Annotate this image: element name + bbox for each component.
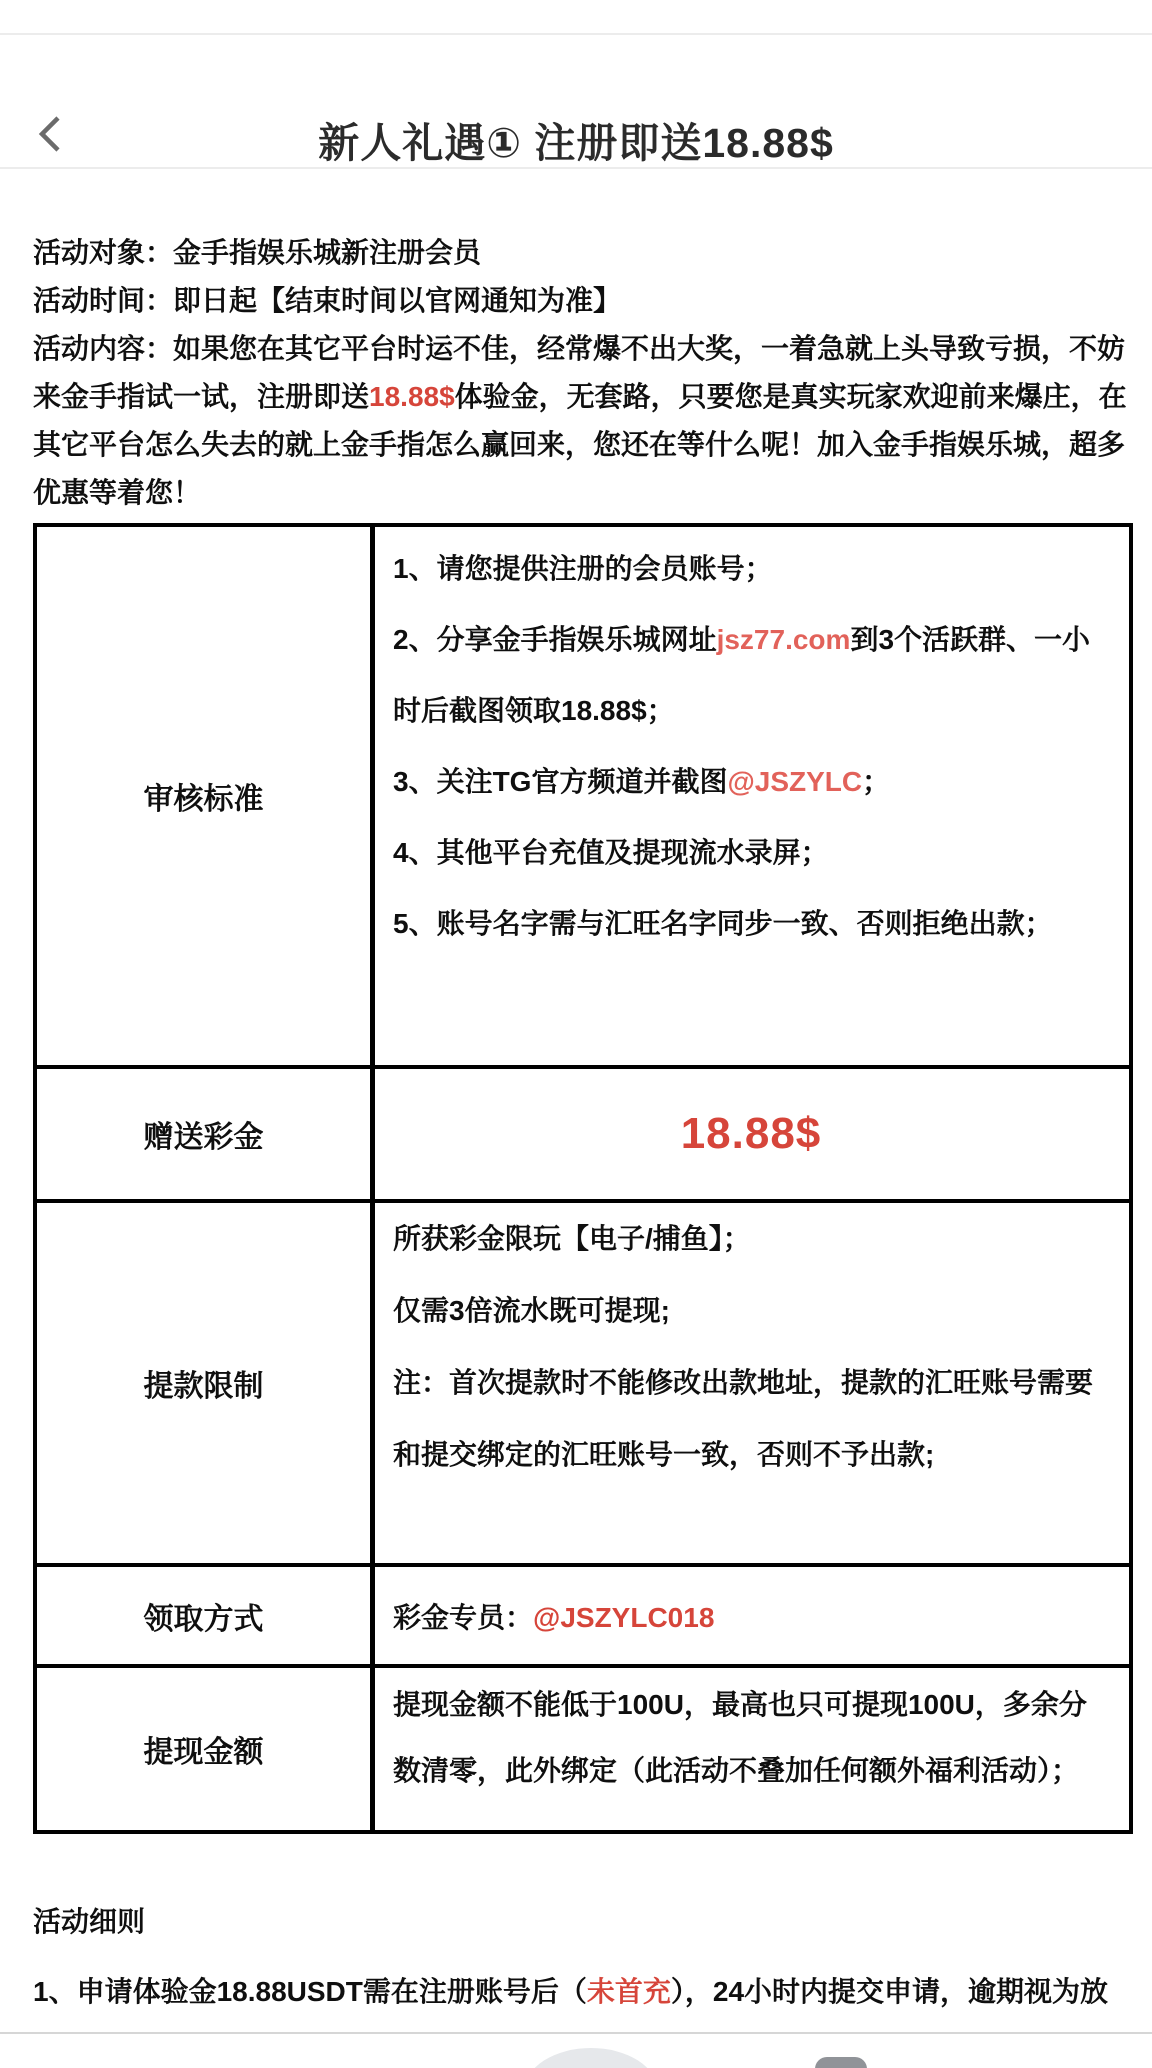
limit-line-3-text: 注：首次提款时不能修改出款地址，提款的汇旺账号需要和提交绑定的汇旺账号一致，否则不予出款;: [393, 1367, 1094, 1470]
audit-item-2: [393, 604, 1109, 746]
audit-item-2-post: 到3个活跃群、一小时后截图领取18.88$；: [393, 624, 1091, 726]
intro-time-text: 活动时间：即日起【结束时间以官网通知为准】: [33, 285, 622, 316]
claim-line: [393, 1596, 714, 1636]
audit-item-4-text: 4、其他平台充值及提现流水录屏；: [393, 837, 829, 868]
floating-widget-partial-right[interactable]: [815, 2057, 867, 2068]
limit-line-2-text: 仅需3倍流水既可提现;: [393, 1295, 670, 1326]
tg-channel-link[interactable]: @JSZYLC: [727, 766, 863, 797]
intro-target-text: 活动对象：金手指娱乐城新注册会员: [33, 237, 482, 268]
bottom-divider: [0, 2032, 1152, 2034]
limit-line-3: [393, 1347, 1109, 1491]
audit-item-1-text: 1、请您提供注册的会员账号；: [393, 553, 773, 584]
header-divider: [0, 167, 1152, 169]
rule-item-1-post: ），24小时内提交申请，逾期视为放: [670, 1976, 1109, 2007]
row-content-withdraw-limit: [375, 1203, 1129, 1563]
rules-section: [33, 1898, 1133, 2016]
audit-item-3-post: ；: [862, 766, 891, 797]
rule-item-1: [33, 1968, 1133, 2016]
claim-contact-link[interactable]: @JSZYLC018: [533, 1601, 715, 1633]
row-content-withdraw-amount: [375, 1668, 1129, 1830]
audit-item-3-pre: 3、关注TG官方频道并截图: [393, 766, 728, 797]
audit-item-5: [393, 888, 1109, 959]
table-row-claim: [37, 1563, 1129, 1664]
row-content-claim: [375, 1567, 1129, 1664]
row-label-audit: 审核标准: [37, 527, 375, 1065]
intro-text: [33, 229, 1133, 517]
intro-content-line: [33, 325, 1133, 517]
table-row-withdraw-amount: [37, 1664, 1129, 1830]
limit-line-1-text: 所获彩金限玩【电子/捕鱼】；: [393, 1223, 751, 1254]
bonus-amount: 18.88$: [680, 1109, 822, 1158]
intro-time-line: [33, 277, 1133, 325]
row-content-bonus: [375, 1069, 1129, 1199]
rules-title: 活动细则: [33, 1906, 146, 1937]
intro-content-post: 体验金，无套路，只要您是真实玩家欢迎前来爆庄，在其它平台怎么失去的就上金手指怎么赢回来，您还在等什么呢！加入金手指娱乐城，超多优惠等着您！: [33, 381, 1127, 508]
audit-item-5-text: 5、账号名字需与汇旺名字同步一致、否则拒绝出款；: [393, 908, 1053, 939]
limit-line-2: [393, 1275, 1109, 1347]
row-label-withdraw-limit: 提款限制: [37, 1203, 375, 1563]
table-row-bonus: [37, 1065, 1129, 1199]
table-row-withdraw-limit: [37, 1199, 1129, 1563]
audit-item-2-pre: 2、分享金手指娱乐城网址: [393, 624, 717, 655]
claim-prefix: 彩金专员：: [393, 1601, 534, 1633]
intro-content-pre: 活动内容：如果您在其它平台时运不佳，经常爆不出大奖，一着急就上头导致亏损，不妨来金手指试一试，注册即送: [33, 333, 1126, 412]
intro-bonus-amount: 18.88$: [369, 381, 455, 412]
page-title: 新人礼遇① 注册即送18.88$: [318, 120, 834, 166]
audit-item-4: [393, 817, 1109, 888]
rule-item-1-pre: 1、申请体验金18.88USDT需在注册账号后（: [33, 1976, 587, 2007]
audit-item-1: [393, 533, 1109, 604]
row-label-claim: 领取方式: [37, 1567, 375, 1664]
row-content-audit: [375, 527, 1129, 1065]
audit-item-3: [393, 746, 1109, 817]
floating-widget-partial-left[interactable]: [525, 2048, 657, 2068]
row-label-bonus: 赠送彩金: [37, 1069, 375, 1199]
table-row-audit: [37, 527, 1129, 1065]
limit-line-1: [393, 1203, 1109, 1275]
amount-text: 提现金额不能低于100U，最高也只可提现100U，多余分数清零，此外绑定（此活动不叠加任何额外福利活动）；: [393, 1689, 1087, 1786]
promo-table: [33, 523, 1133, 1834]
site-url-link[interactable]: jsz77.com: [716, 624, 851, 655]
row-label-withdraw-amount: 提现金额: [37, 1668, 375, 1830]
intro-target-line: [33, 229, 1133, 277]
rule-no-deposit-highlight: 未首充: [586, 1976, 671, 2007]
navbar: [0, 35, 1152, 167]
